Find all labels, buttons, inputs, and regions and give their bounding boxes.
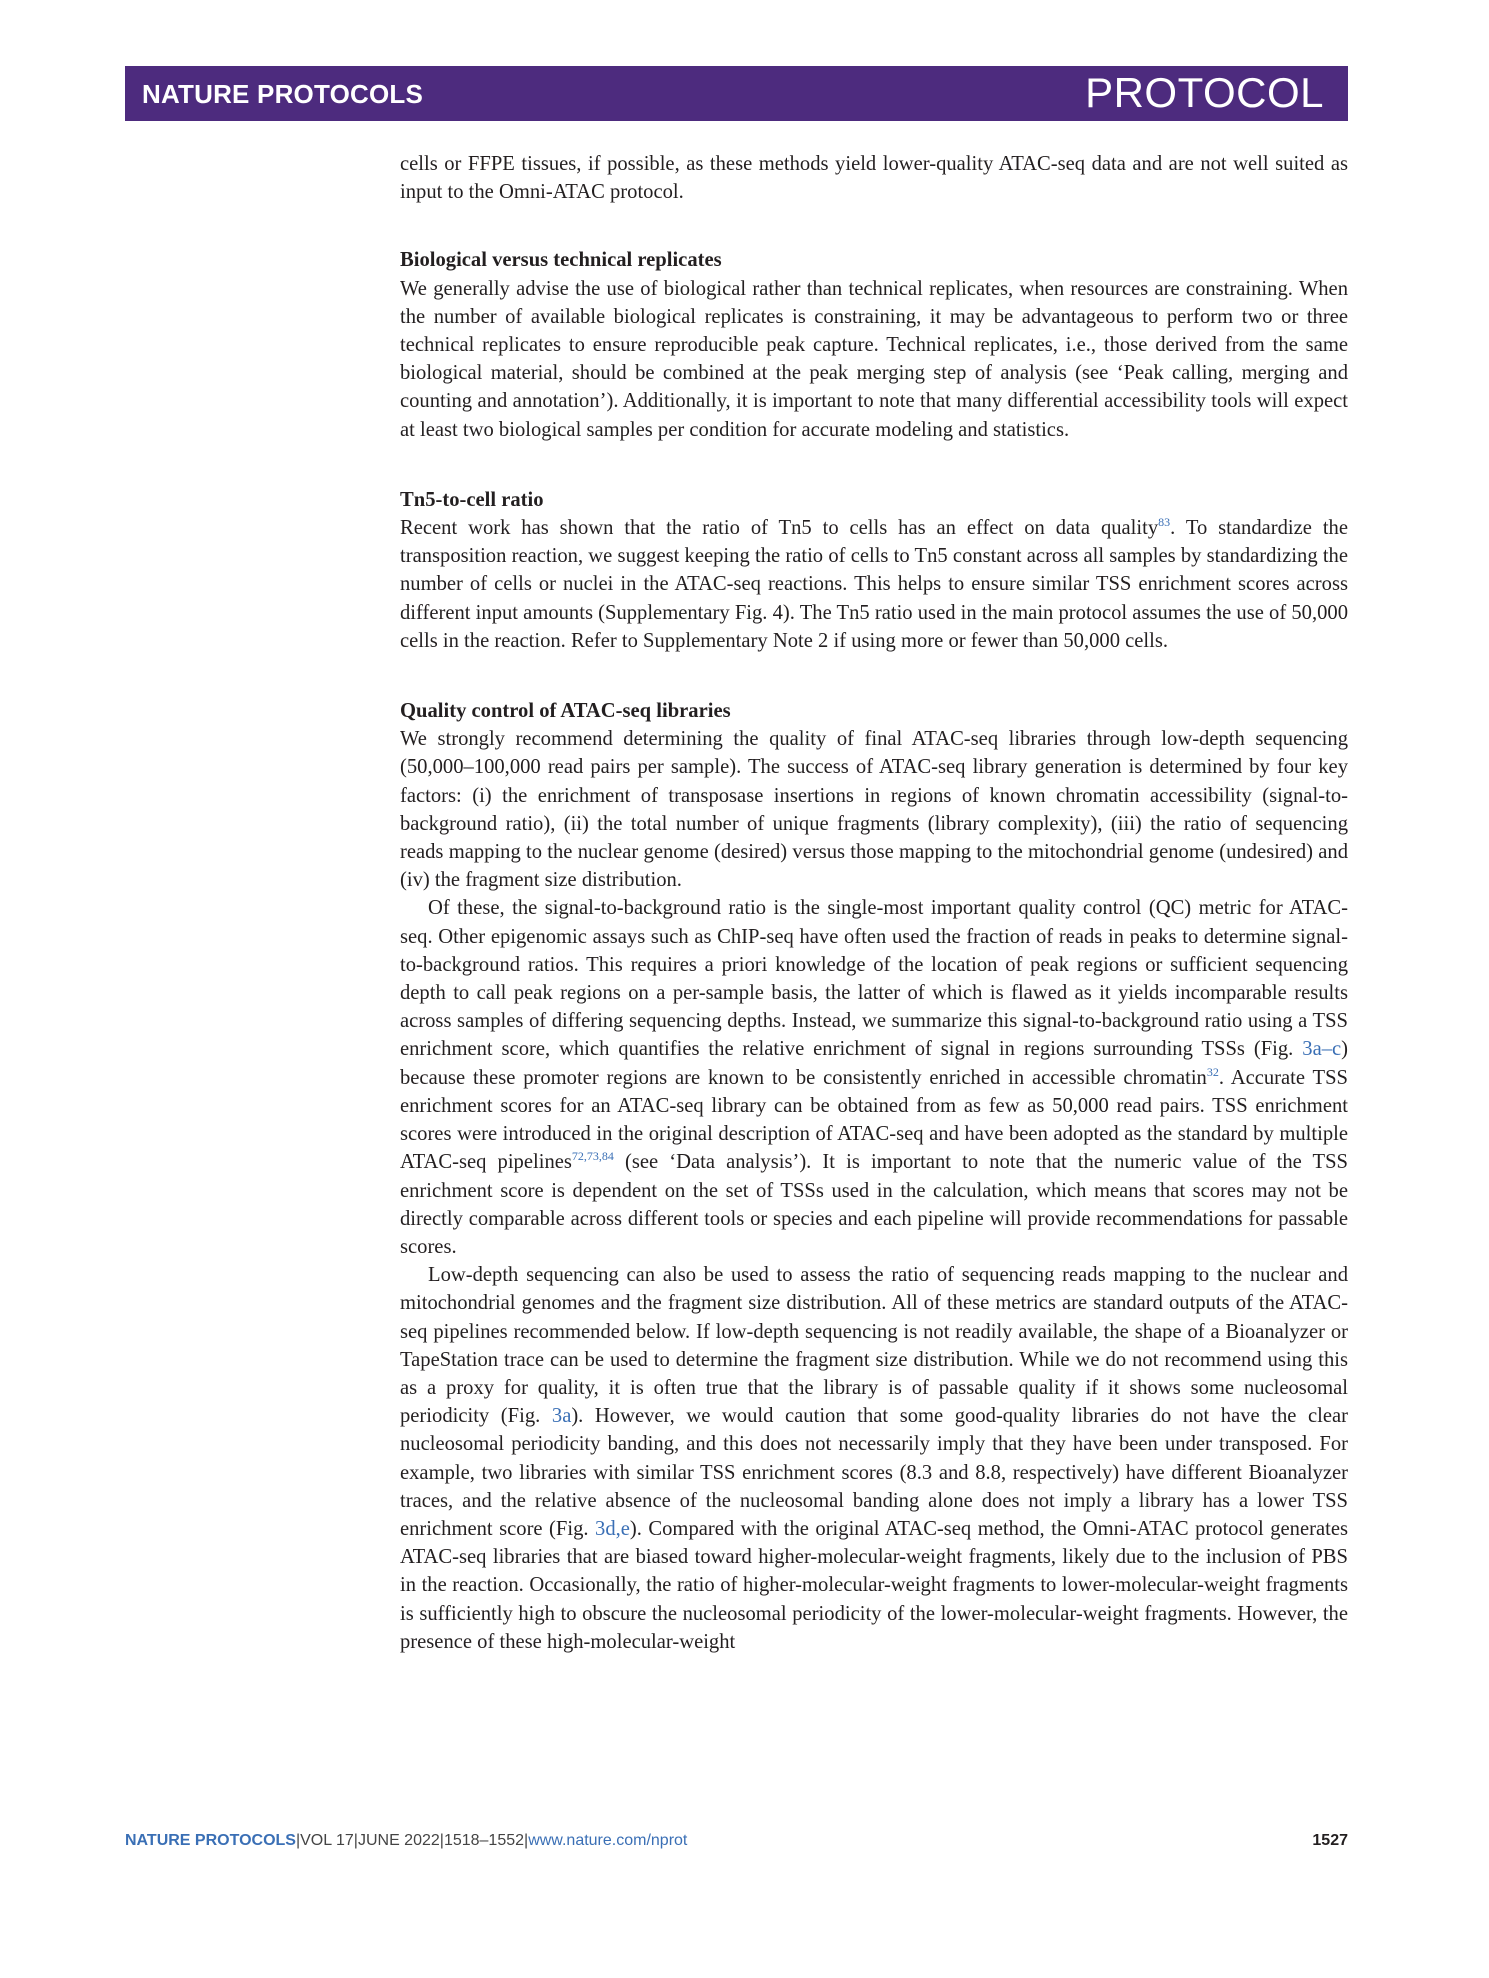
article-type: PROTOCOL [1085, 69, 1324, 116]
page-footer [125, 1832, 1348, 1850]
text-run: Low-depth sequencing can also be used to assess the ratio of sequencing reads mapping to the nuclear and mitochondrial genomes and the fragment size distribution. All of these metrics are standard outputs of the ATAC-seq pipelines recommended below. If low-depth sequencing is not readily available, the shape of a Bioanalyzer or TapeStation trace can be used to determine the fragment size distribution. While we do not recommend using this as a proxy for quality, it is often true that the library is of passable quality if it shows some nucleosomal periodicity (Fig. [400, 1264, 1348, 1428]
section-bio-tech [400, 246, 1348, 443]
reference-link[interactable]: 83 [1158, 515, 1171, 530]
section-heading: Biological versus technical replicates [400, 249, 722, 272]
main-content [400, 150, 1348, 1656]
footer-separator: | [295, 1832, 301, 1849]
section-heading: Tn5-to-cell ratio [400, 488, 544, 511]
footer-volume: VOL 17 [300, 1832, 354, 1849]
intro-paragraph: cells or FFPE tissues, if possible, as these methods yield lower-quality ATAC-seq data and are not well suited as input to the Omni-ATAC protocol. [400, 153, 1348, 204]
text-run: ). Compared with the original ATAC-seq method, the Omni-ATAC protocol generates ATAC-seq libraries that are biased toward higher-molecular-weight fragments, likely due to the inclusion of PBS in the reaction. Occasionally, the ratio of higher-molecular-weight fragments to lower-molecular-weight fragments is sufficiently high to obscure the nucleosomal periodicity of the lower-molecular-weight fragments. However, the presence of these high-molecular-weight [400, 1517, 1348, 1653]
reference-link[interactable]: 32 [1206, 1064, 1219, 1079]
paragraph: We generally advise the use of biological rather than technical replicates, when resources are constraining. When the number of available biological replicates is constraining, it may be advantageous to perform two or three technical replicates to ensure reproducible peak capture. Technical replicates, i.e., those derived from the same biological material, should be combined at the peak merging step of analysis (see ‘Peak calling, merging and counting and annotation’). Additionally, it is important to note that many differential accessibility tools will expect at least two biological samples per condition for accurate modeling and statistics. [400, 277, 1348, 441]
page-number: 1527 [1312, 1832, 1348, 1849]
paragraph [400, 1261, 1348, 1656]
footer-pages: 1518–1552 [443, 1832, 525, 1849]
footer-journal: NATURE PROTOCOLS [125, 1832, 296, 1849]
paragraph [400, 514, 1348, 655]
footer-date: JUNE 2022 [357, 1832, 440, 1849]
figure-link[interactable]: 3a [551, 1405, 572, 1428]
footer-url-link[interactable]: www.nature.com/nprot [528, 1832, 688, 1849]
paragraph [400, 894, 1348, 1261]
header-bar [125, 66, 1348, 121]
section-qc [400, 697, 1348, 1656]
figure-link[interactable]: 3a–c [1302, 1038, 1342, 1061]
footer-separator: | [353, 1832, 358, 1849]
text-run: ). However, we would caution that some good-quality libraries do not have the clear nucleosomal periodicity banding, and this does not necessarily imply that they have been under transposed. For example, two libraries with similar TSS enrichment scores (8.3 and 8.8, respectively) have different Bioanalyzer traces, and the relative absence of the nucleosomal banding alone does not imply a library has a lower TSS enrichment score (Fig. [400, 1405, 1348, 1540]
text-run: . Accurate TSS enrichment scores for an ATAC-seq library can be obtained from as few as 50,000 read pairs. TSS enrichment scores were introduced in the original description of ATAC-seq and have been adopted as the standard by multiple ATAC-seq pipelines [400, 1066, 1349, 1174]
reference-link[interactable]: 72,73,84 [571, 1149, 614, 1164]
text-run: ) because these promoter regions are known to be consistently enriched in accessible chromatin [400, 1038, 1348, 1089]
text-run: Of these, the signal-to-background ratio is the single-most important quality control (QC) metric for ATAC-seq. Other epigenomic assays such as ChIP-seq have often used the fraction of reads in peaks to determine signal-to-background ratios. This requires a priori knowledge of the location of peak regions or sufficient sequencing depth to call peak regions on a per-sample basis, the latter of which is flawed as it yields incomparable results across samples of differing sequencing depths. Instead, we summarize this signal-to-background ratio using a TSS enrichment score, which quantifies the relative enrichment of signal in regions surrounding TSSs (Fig. [400, 897, 1348, 1061]
footer-separator: | [524, 1832, 529, 1849]
section-heading: Quality control of ATAC-seq libraries [400, 700, 731, 723]
text-run: Recent work has shown that the ratio of Tn5 to cells has an effect on data quality [400, 517, 1159, 540]
section-tn5 [400, 486, 1348, 655]
text-run: . To standardize the transposition reaction, we suggest keeping the ratio of cells to Tn5 constant across all samples by standardizing the number of cells or nuclei in the ATAC-seq reactions. This helps to ensure similar TSS enrichment scores across different input amounts (Supplementary Fig. 4). The Tn5 ratio used in the main protocol assumes the use of 50,000 cells in the reaction. Refer to Supplementary Note 2 if using more or fewer than 50,000 cells. [400, 517, 1348, 652]
paragraph: We strongly recommend determining the quality of final ATAC-seq libraries through low-depth sequencing (50,000–100,000 read pairs per sample). The success of ATAC-seq library generation is determined by four key factors: (i) the enrichment of transposase insertions in regions of known chromatin accessibility (signal-to-background ratio), (ii) the total number of unique fragments (library complexity), (iii) the ratio of sequencing reads mapping to the nuclear genome (desired) versus those mapping to the mitochondrial genome (undesired) and (iv) the fragment size distribution. [400, 728, 1348, 892]
figure-link[interactable]: 3d,e [595, 1517, 630, 1540]
journal-name: NATURE PROTOCOLS [142, 79, 424, 109]
footer-separator: | [439, 1832, 444, 1849]
text-run: (see ‘Data analysis’). It is important to note that the numeric value of the TSS enrichment score is dependent on the set of TSSs used in the calculation, which means that scores may not be directly comparable across different tools or species and each pipeline will provide recommendations for passable scores. [400, 1151, 1348, 1258]
